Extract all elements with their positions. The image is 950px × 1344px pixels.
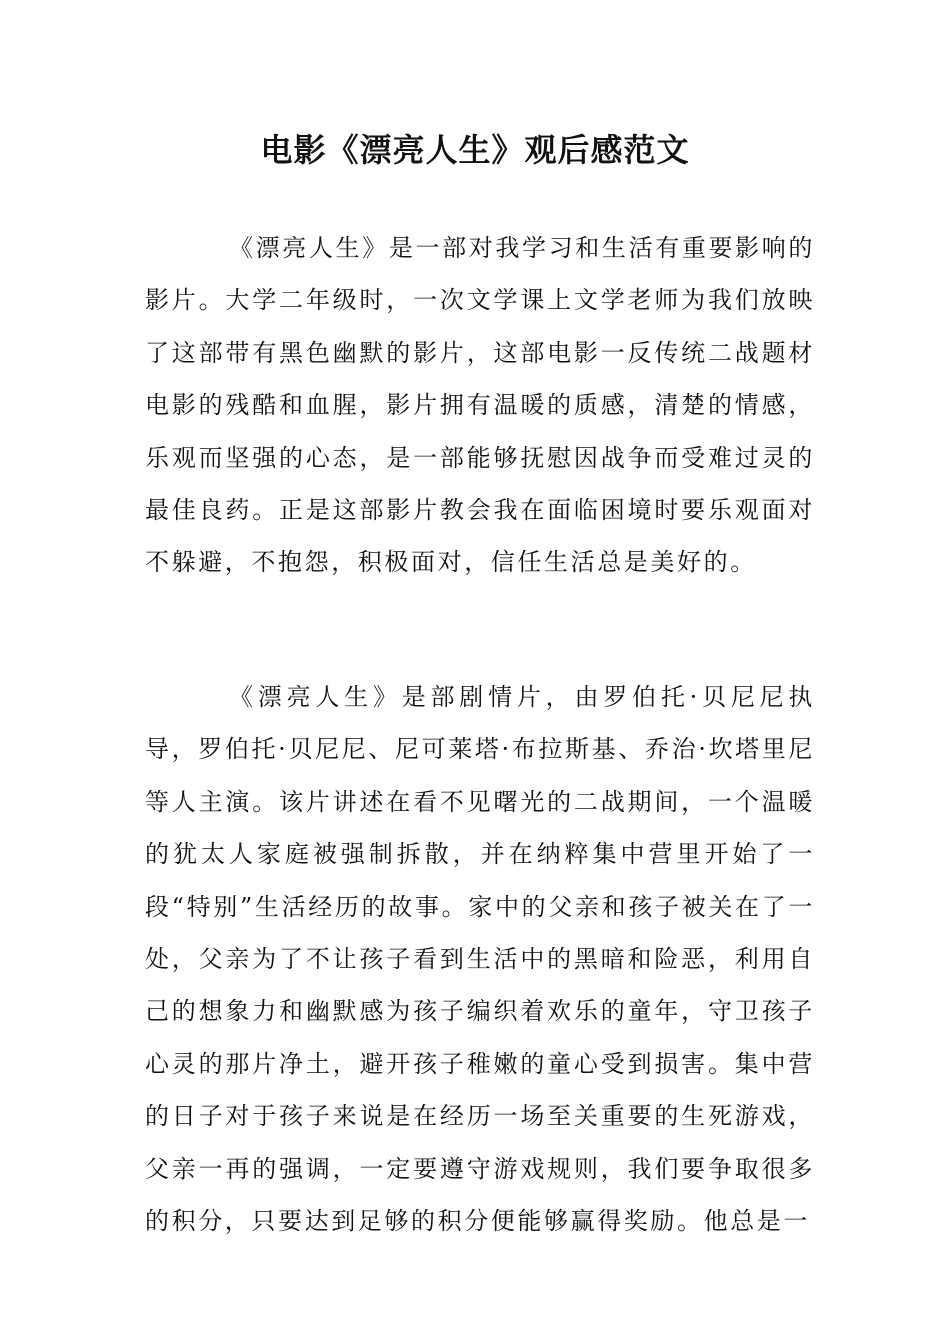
paragraph-1: 《漂亮人生》是一部对我学习和生活有重要影响的影片。大学二年级时，一次文学课上文学老师为我们放映了这部带有黑色幽默的影片，这部电影一反传统二战题材电影的残酷和血腥，影片拥有温暖的质感，清楚的情感，乐观而坚强的心态，是一部能够抚慰因战争而受难过灵的最佳良药。正是这部影片教会我在面临困境时要乐观面对不躲避，不抱怨，积极面对，信任生活总是美好的。	[145, 234, 815, 577]
document-title: 电影《漂亮人生》观后感范文	[260, 131, 690, 169]
paragraph-2: 《漂亮人生》是部剧情片，由罗伯托·贝尼尼执导，罗伯托·贝尼尼、尼可莱塔·布拉斯基、乔治·坎塔里尼等人主演。该片讲述在看不见曙光的二战期间，一个温暖的犹太人家庭被强制拆散，并在纳粹集中营里开始了一段“特别”生活经历的故事。家中的父亲和孩子被关在了一处，父亲为了不让孩子看到生活中的黑暗和险恶，利用自己的想象力和幽默感为孩子编织着欢乐的童年，守卫孩子心灵的那片净土，避开孩子稚嫩的童心受到损害。集中营的日子对于孩子来说是在经历一场至关重要的生死游戏，父亲一再的强调，一定要遵守游戏规则，我们要争取很多的积分，只要达到足够的积分便能够赢得奖励。他总是一	[145, 683, 815, 1236]
